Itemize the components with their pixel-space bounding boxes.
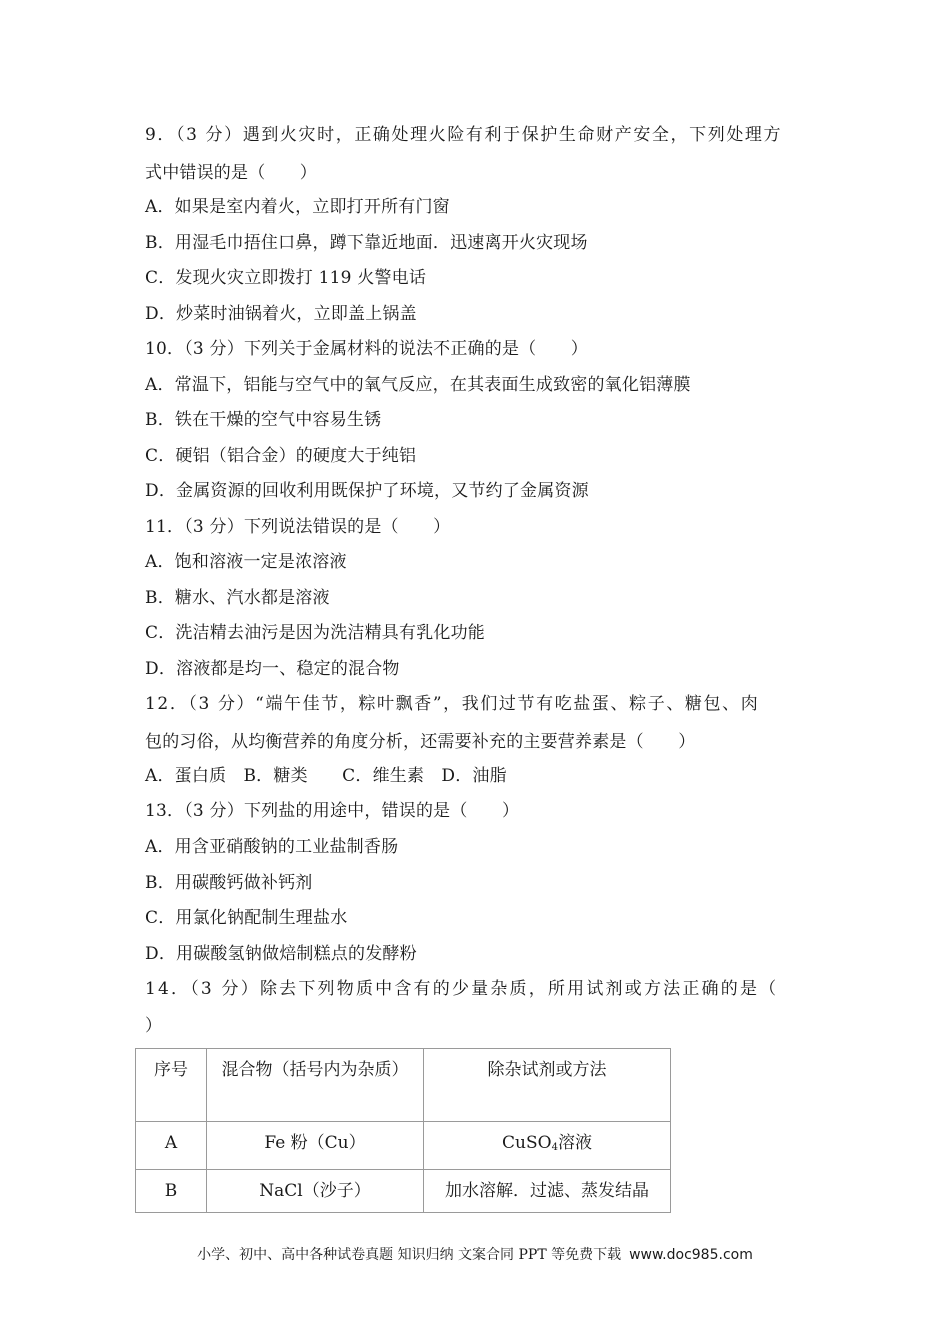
page-footer	[0, 1245, 950, 1265]
header-mixture: 混合物（括号内为杂质）	[207, 1049, 424, 1122]
q13-option-c: C．用氯化钠配制生理盐水	[145, 908, 348, 928]
q12-stem-line2: 包的习俗，从均衡营养的角度分析，还需要补充的主要营养素是（ ）	[145, 732, 696, 752]
header-reagent: 除杂试剂或方法	[424, 1049, 671, 1122]
row-b-id: B	[136, 1170, 207, 1213]
row-a-reagent-tail: 溶液	[557, 1133, 592, 1153]
row-b-reagent: 加水溶解．过滤、蒸发结晶	[424, 1170, 671, 1213]
q10-option-b: B．铁在干燥的空气中容易生锈	[145, 410, 382, 430]
q12-stem-line1: 12．（3 分）“端午佳节，粽叶飘香”，我们过节有吃盐蛋、粽子、糖包、肉	[145, 694, 760, 714]
row-a-reagent-subscript: 4	[551, 1142, 558, 1153]
q14-stem-line2: ）	[145, 1016, 163, 1036]
table-row	[136, 1122, 671, 1170]
q11-stem: 11．（3 分）下列说法错误的是（ ）	[145, 517, 451, 537]
footer-text: 小学、初中、高中各种试卷真题 知识归纳 文案合同 PPT 等免费下载	[197, 1247, 622, 1263]
q9-option-d: D．炒菜时油锅着火，立即盖上锅盖	[145, 304, 417, 324]
q13-option-b: B．用碳酸钙做补钙剂	[145, 873, 313, 893]
q11-option-c: C．洗洁精去油污是因为洗洁精具有乳化功能	[145, 623, 486, 643]
q13-option-a: A．用含亚硝酸钠的工业盐制香肠	[145, 837, 399, 857]
table-header-row	[136, 1049, 671, 1122]
row-a-reagent	[424, 1122, 671, 1170]
q11-option-d: D．溶液都是均一、稳定的混合物	[145, 659, 400, 679]
q11-option-a: A．饱和溶液一定是浓溶液	[145, 552, 347, 572]
table-row	[136, 1170, 671, 1213]
q10-stem: 10．（3 分）下列关于金属材料的说法不正确的是（ ）	[145, 339, 588, 359]
q13-option-d: D．用碳酸氢钠做焙制糕点的发酵粉	[145, 944, 417, 964]
q10-option-c: C．硬铝（铝合金）的硬度大于纯铝	[145, 446, 417, 466]
header-id: 序号	[136, 1049, 207, 1122]
q9-option-c: C．发现火灾立即拨打 119 火警电话	[145, 268, 427, 288]
q9-option-b: B．用湿毛巾捂住口鼻，蹲下靠近地面．迅速离开火灾现场	[145, 233, 588, 253]
row-a-reagent-formula: CuSO	[502, 1133, 552, 1153]
q11-option-b: B．糖水、汽水都是溶液	[145, 588, 330, 608]
q9-stem-line2: 式中错误的是（ ）	[145, 163, 317, 183]
q12-options: A．蛋白质 B．糖类 C．维生素 D．油脂	[145, 766, 507, 786]
q10-option-d: D．金属资源的回收利用既保护了环境，又节约了金属资源	[145, 481, 589, 501]
row-a-id: A	[136, 1122, 207, 1170]
q9-stem-line1: 9．（3 分）遇到火灾时，正确处理火险有利于保护生命财产安全，下列处理方	[145, 125, 783, 145]
footer-url[interactable]: www.doc985.com	[629, 1247, 753, 1263]
q14-stem-line1: 14．（3 分）除去下列物质中含有的少量杂质，所用试剂或方法正确的是（	[145, 979, 779, 999]
row-a-mixture: Fe 粉（Cu）	[207, 1122, 424, 1170]
q10-option-a: A．常温下，铝能与空气中的氧气反应，在其表面生成致密的氧化铝薄膜	[145, 375, 691, 395]
q13-stem: 13．（3 分）下列盐的用途中，错误的是（ ）	[145, 801, 520, 821]
q9-option-a: A．如果是室内着火，立即打开所有门窗	[145, 197, 450, 217]
row-b-mixture: NaCl（沙子）	[207, 1170, 424, 1213]
impurity-removal-table	[135, 1048, 671, 1213]
